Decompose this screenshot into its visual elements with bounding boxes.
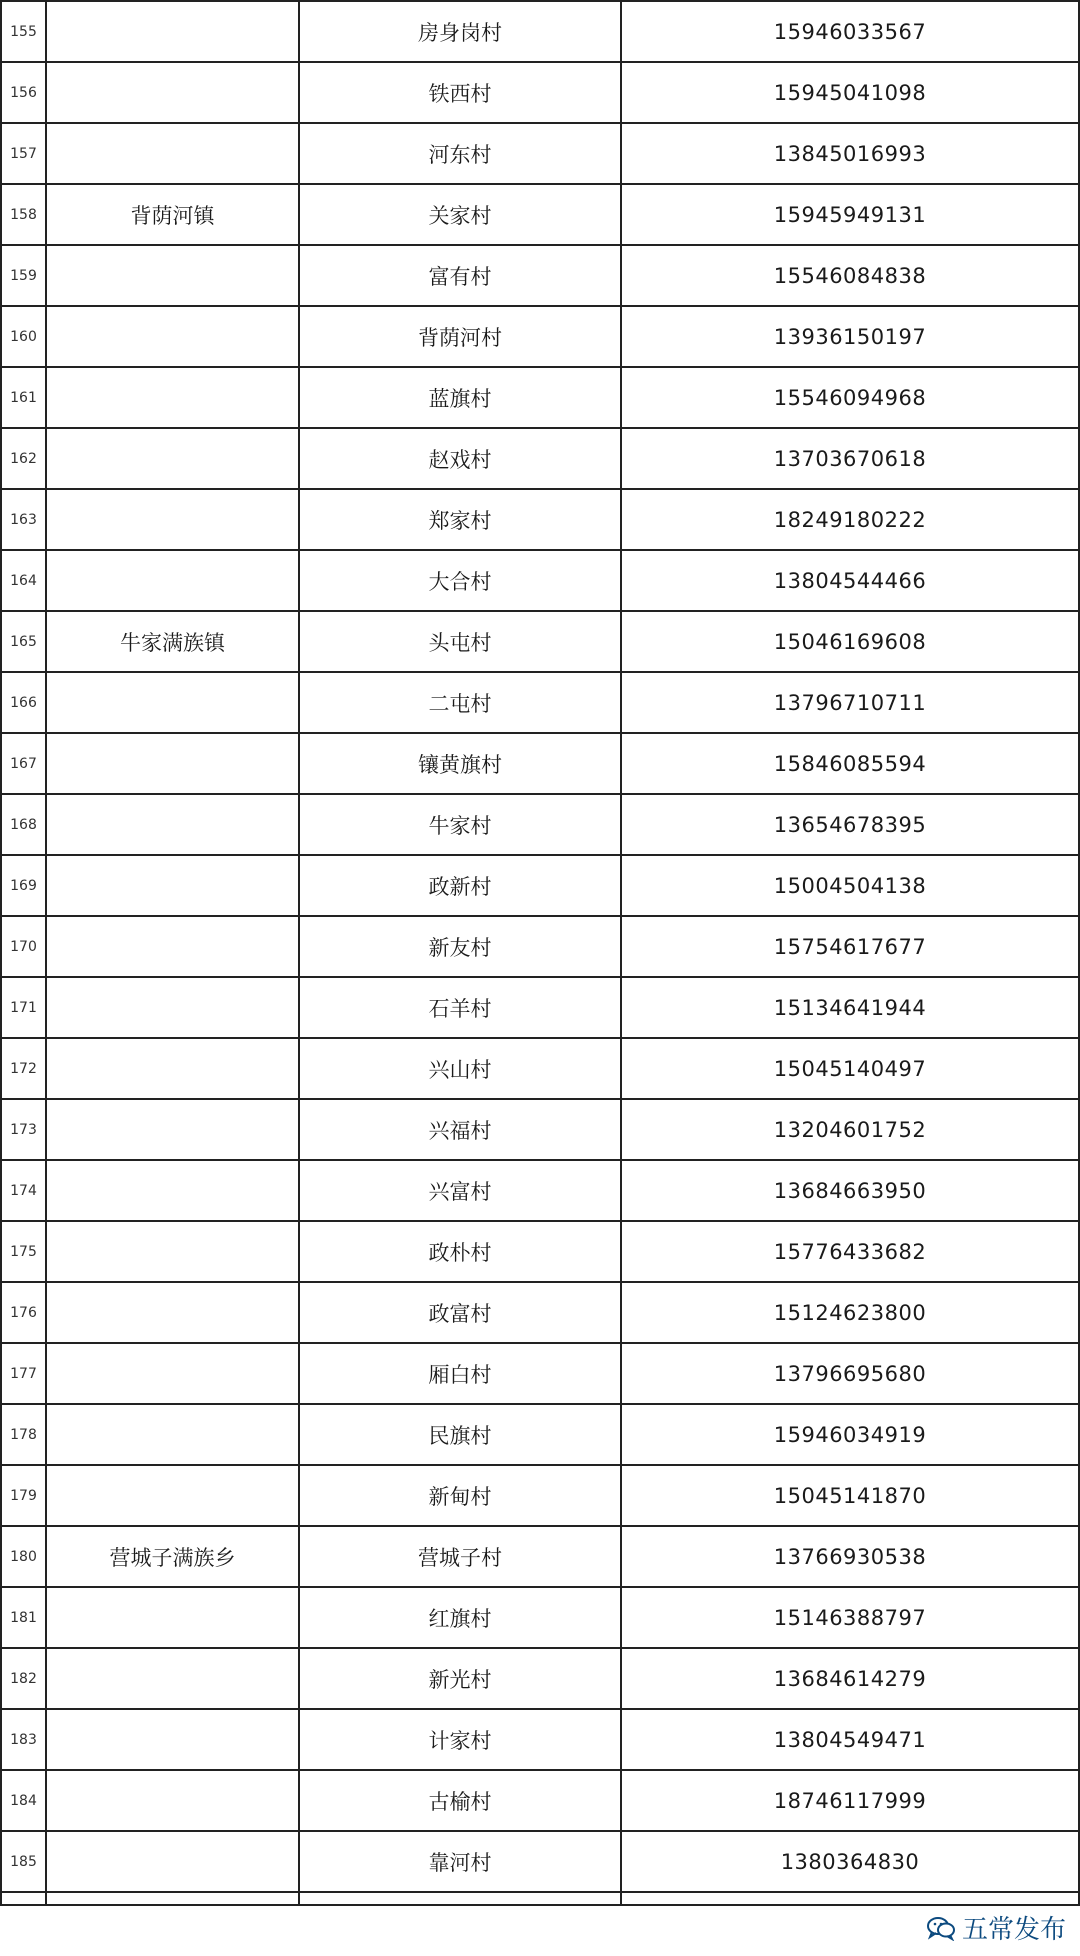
table-row	[1, 1, 1079, 62]
row-index: 163	[1, 489, 46, 550]
town-cell	[46, 428, 299, 489]
table-row	[1, 1160, 1079, 1221]
row-index: 155	[1, 1, 46, 62]
row-index: 179	[1, 1465, 46, 1526]
table-row	[1, 62, 1079, 123]
table-row	[1, 1526, 1079, 1587]
phone-cell: 15776433682	[621, 1221, 1079, 1282]
row-index: 183	[1, 1709, 46, 1770]
town-cell	[46, 1343, 299, 1404]
row-index: 177	[1, 1343, 46, 1404]
village-cell: 河东村	[299, 123, 621, 184]
town-cell	[46, 1770, 299, 1831]
phone-cell: 15146388797	[621, 1587, 1079, 1648]
town-cell	[46, 550, 299, 611]
village-cell: 房身岗村	[299, 1, 621, 62]
town-cell	[46, 1282, 299, 1343]
row-index: 168	[1, 794, 46, 855]
table-row	[1, 489, 1079, 550]
row-index: 180	[1, 1526, 46, 1587]
town-cell	[46, 1831, 299, 1892]
phone-cell: 15945041098	[621, 62, 1079, 123]
village-cell: 头屯村	[299, 611, 621, 672]
row-index: 165	[1, 611, 46, 672]
row-index: 175	[1, 1221, 46, 1282]
town-cell	[46, 916, 299, 977]
row-index: 178	[1, 1404, 46, 1465]
phone-cell: 13766930538	[621, 1526, 1079, 1587]
village-cell: 政朴村	[299, 1221, 621, 1282]
phone-cell: 13804544466	[621, 550, 1079, 611]
village-cell: 厢白村	[299, 1343, 621, 1404]
table-row	[1, 1282, 1079, 1343]
phone-cell: 18249180222	[621, 489, 1079, 550]
row-index: 164	[1, 550, 46, 611]
village-cell: 大合村	[299, 550, 621, 611]
table-row	[1, 733, 1079, 794]
phone-cell: 13936150197	[621, 306, 1079, 367]
table-row	[1, 1709, 1079, 1770]
table-row	[1, 428, 1079, 489]
phone-cell: 15754617677	[621, 916, 1079, 977]
row-index: 159	[1, 245, 46, 306]
contact-table-body	[1, 0, 1079, 1905]
row-index: 160	[1, 306, 46, 367]
row-index: 171	[1, 977, 46, 1038]
table-row	[1, 1099, 1079, 1160]
wechat-icon	[926, 1915, 956, 1941]
table-row	[1, 1648, 1079, 1709]
village-cell: 富有村	[299, 245, 621, 306]
table-row	[1, 550, 1079, 611]
town-cell	[46, 977, 299, 1038]
phone-cell: 15946033567	[621, 1, 1079, 62]
village-cell: 兴福村	[299, 1099, 621, 1160]
town-cell	[46, 306, 299, 367]
table-row	[1, 916, 1079, 977]
table-row	[1, 306, 1079, 367]
village-cell: 政新村	[299, 855, 621, 916]
row-index: 172	[1, 1038, 46, 1099]
village-cell: 新光村	[299, 1648, 621, 1709]
table-row	[1, 123, 1079, 184]
row-index: 162	[1, 428, 46, 489]
row-index: 176	[1, 1282, 46, 1343]
village-cell: 兴山村	[299, 1038, 621, 1099]
table-row	[1, 977, 1079, 1038]
phone-cell: 13654678395	[621, 794, 1079, 855]
row-index: 169	[1, 855, 46, 916]
table-row	[1, 245, 1079, 306]
table-row-partial-bottom	[1, 1892, 1079, 1905]
town-cell	[46, 794, 299, 855]
phone-cell: 13796710711	[621, 672, 1079, 733]
town-cell	[46, 123, 299, 184]
village-cell: 关家村	[299, 184, 621, 245]
village-cell: 铁西村	[299, 62, 621, 123]
row-index: 182	[1, 1648, 46, 1709]
row-index: 185	[1, 1831, 46, 1892]
phone-cell: 15124623800	[621, 1282, 1079, 1343]
phone-cell: 15946034919	[621, 1404, 1079, 1465]
phone-cell: 13796695680	[621, 1343, 1079, 1404]
town-cell	[46, 1038, 299, 1099]
row-index: 158	[1, 184, 46, 245]
table-row	[1, 1587, 1079, 1648]
row-index: 157	[1, 123, 46, 184]
town-cell	[46, 1160, 299, 1221]
village-cell: 镶黄旗村	[299, 733, 621, 794]
town-cell	[46, 1709, 299, 1770]
phone-cell: 15045140497	[621, 1038, 1079, 1099]
town-cell	[46, 489, 299, 550]
town-cell: 牛家满族镇	[46, 611, 299, 672]
table-row	[1, 1343, 1079, 1404]
row-index: 166	[1, 672, 46, 733]
table-row	[1, 794, 1079, 855]
village-cell: 新甸村	[299, 1465, 621, 1526]
village-cell: 古榆村	[299, 1770, 621, 1831]
village-cell: 赵戏村	[299, 428, 621, 489]
town-cell	[46, 245, 299, 306]
table-row	[1, 367, 1079, 428]
row-index: 161	[1, 367, 46, 428]
watermark	[922, 1907, 1070, 1948]
table-row	[1, 1221, 1079, 1282]
village-cell: 计家村	[299, 1709, 621, 1770]
row-index: 167	[1, 733, 46, 794]
phone-cell: 15004504138	[621, 855, 1079, 916]
town-cell: 背荫河镇	[46, 184, 299, 245]
town-cell	[46, 1648, 299, 1709]
table-row	[1, 1831, 1079, 1892]
phone-cell: 15546084838	[621, 245, 1079, 306]
phone-cell: 13204601752	[621, 1099, 1079, 1160]
village-cell: 郑家村	[299, 489, 621, 550]
town-cell	[46, 62, 299, 123]
phone-cell: 13684614279	[621, 1648, 1079, 1709]
village-cell: 二屯村	[299, 672, 621, 733]
phone-cell: 15134641944	[621, 977, 1079, 1038]
phone-cell: 15045141870	[621, 1465, 1079, 1526]
village-cell: 背荫河村	[299, 306, 621, 367]
village-cell: 营城子村	[299, 1526, 621, 1587]
table-row	[1, 672, 1079, 733]
town-cell: 营城子满族乡	[46, 1526, 299, 1587]
village-cell: 牛家村	[299, 794, 621, 855]
town-cell	[46, 1404, 299, 1465]
row-index: 174	[1, 1160, 46, 1221]
row-index: 184	[1, 1770, 46, 1831]
phone-cell: 1380364830	[621, 1831, 1079, 1892]
row-index: 173	[1, 1099, 46, 1160]
phone-cell: 18746117999	[621, 1770, 1079, 1831]
table-row	[1, 1770, 1079, 1831]
village-cell: 兴富村	[299, 1160, 621, 1221]
village-cell: 靠河村	[299, 1831, 621, 1892]
watermark-text: 五常发布	[961, 1915, 1066, 1945]
phone-cell: 15945949131	[621, 184, 1079, 245]
phone-cell: 13703670618	[621, 428, 1079, 489]
village-cell: 政富村	[299, 1282, 621, 1343]
table-row	[1, 1404, 1079, 1465]
town-cell	[46, 1, 299, 62]
table-row	[1, 611, 1079, 672]
town-cell	[46, 1587, 299, 1648]
town-cell	[46, 733, 299, 794]
phone-cell: 15046169608	[621, 611, 1079, 672]
phone-cell: 13845016993	[621, 123, 1079, 184]
phone-cell: 13804549471	[621, 1709, 1079, 1770]
table-row	[1, 1038, 1079, 1099]
table-row	[1, 1465, 1079, 1526]
town-cell	[46, 1221, 299, 1282]
village-cell: 石羊村	[299, 977, 621, 1038]
phone-cell: 15846085594	[621, 733, 1079, 794]
row-index: 156	[1, 62, 46, 123]
village-cell: 新友村	[299, 916, 621, 977]
phone-cell: 13684663950	[621, 1160, 1079, 1221]
town-cell	[46, 672, 299, 733]
town-cell	[46, 1465, 299, 1526]
village-cell: 蓝旗村	[299, 367, 621, 428]
town-cell	[46, 1099, 299, 1160]
row-index: 170	[1, 916, 46, 977]
phone-cell: 15546094968	[621, 367, 1079, 428]
town-cell	[46, 367, 299, 428]
village-cell: 红旗村	[299, 1587, 621, 1648]
town-cell	[46, 855, 299, 916]
table-row	[1, 184, 1079, 245]
village-cell: 民旗村	[299, 1404, 621, 1465]
table-row	[1, 855, 1079, 916]
row-index: 181	[1, 1587, 46, 1648]
